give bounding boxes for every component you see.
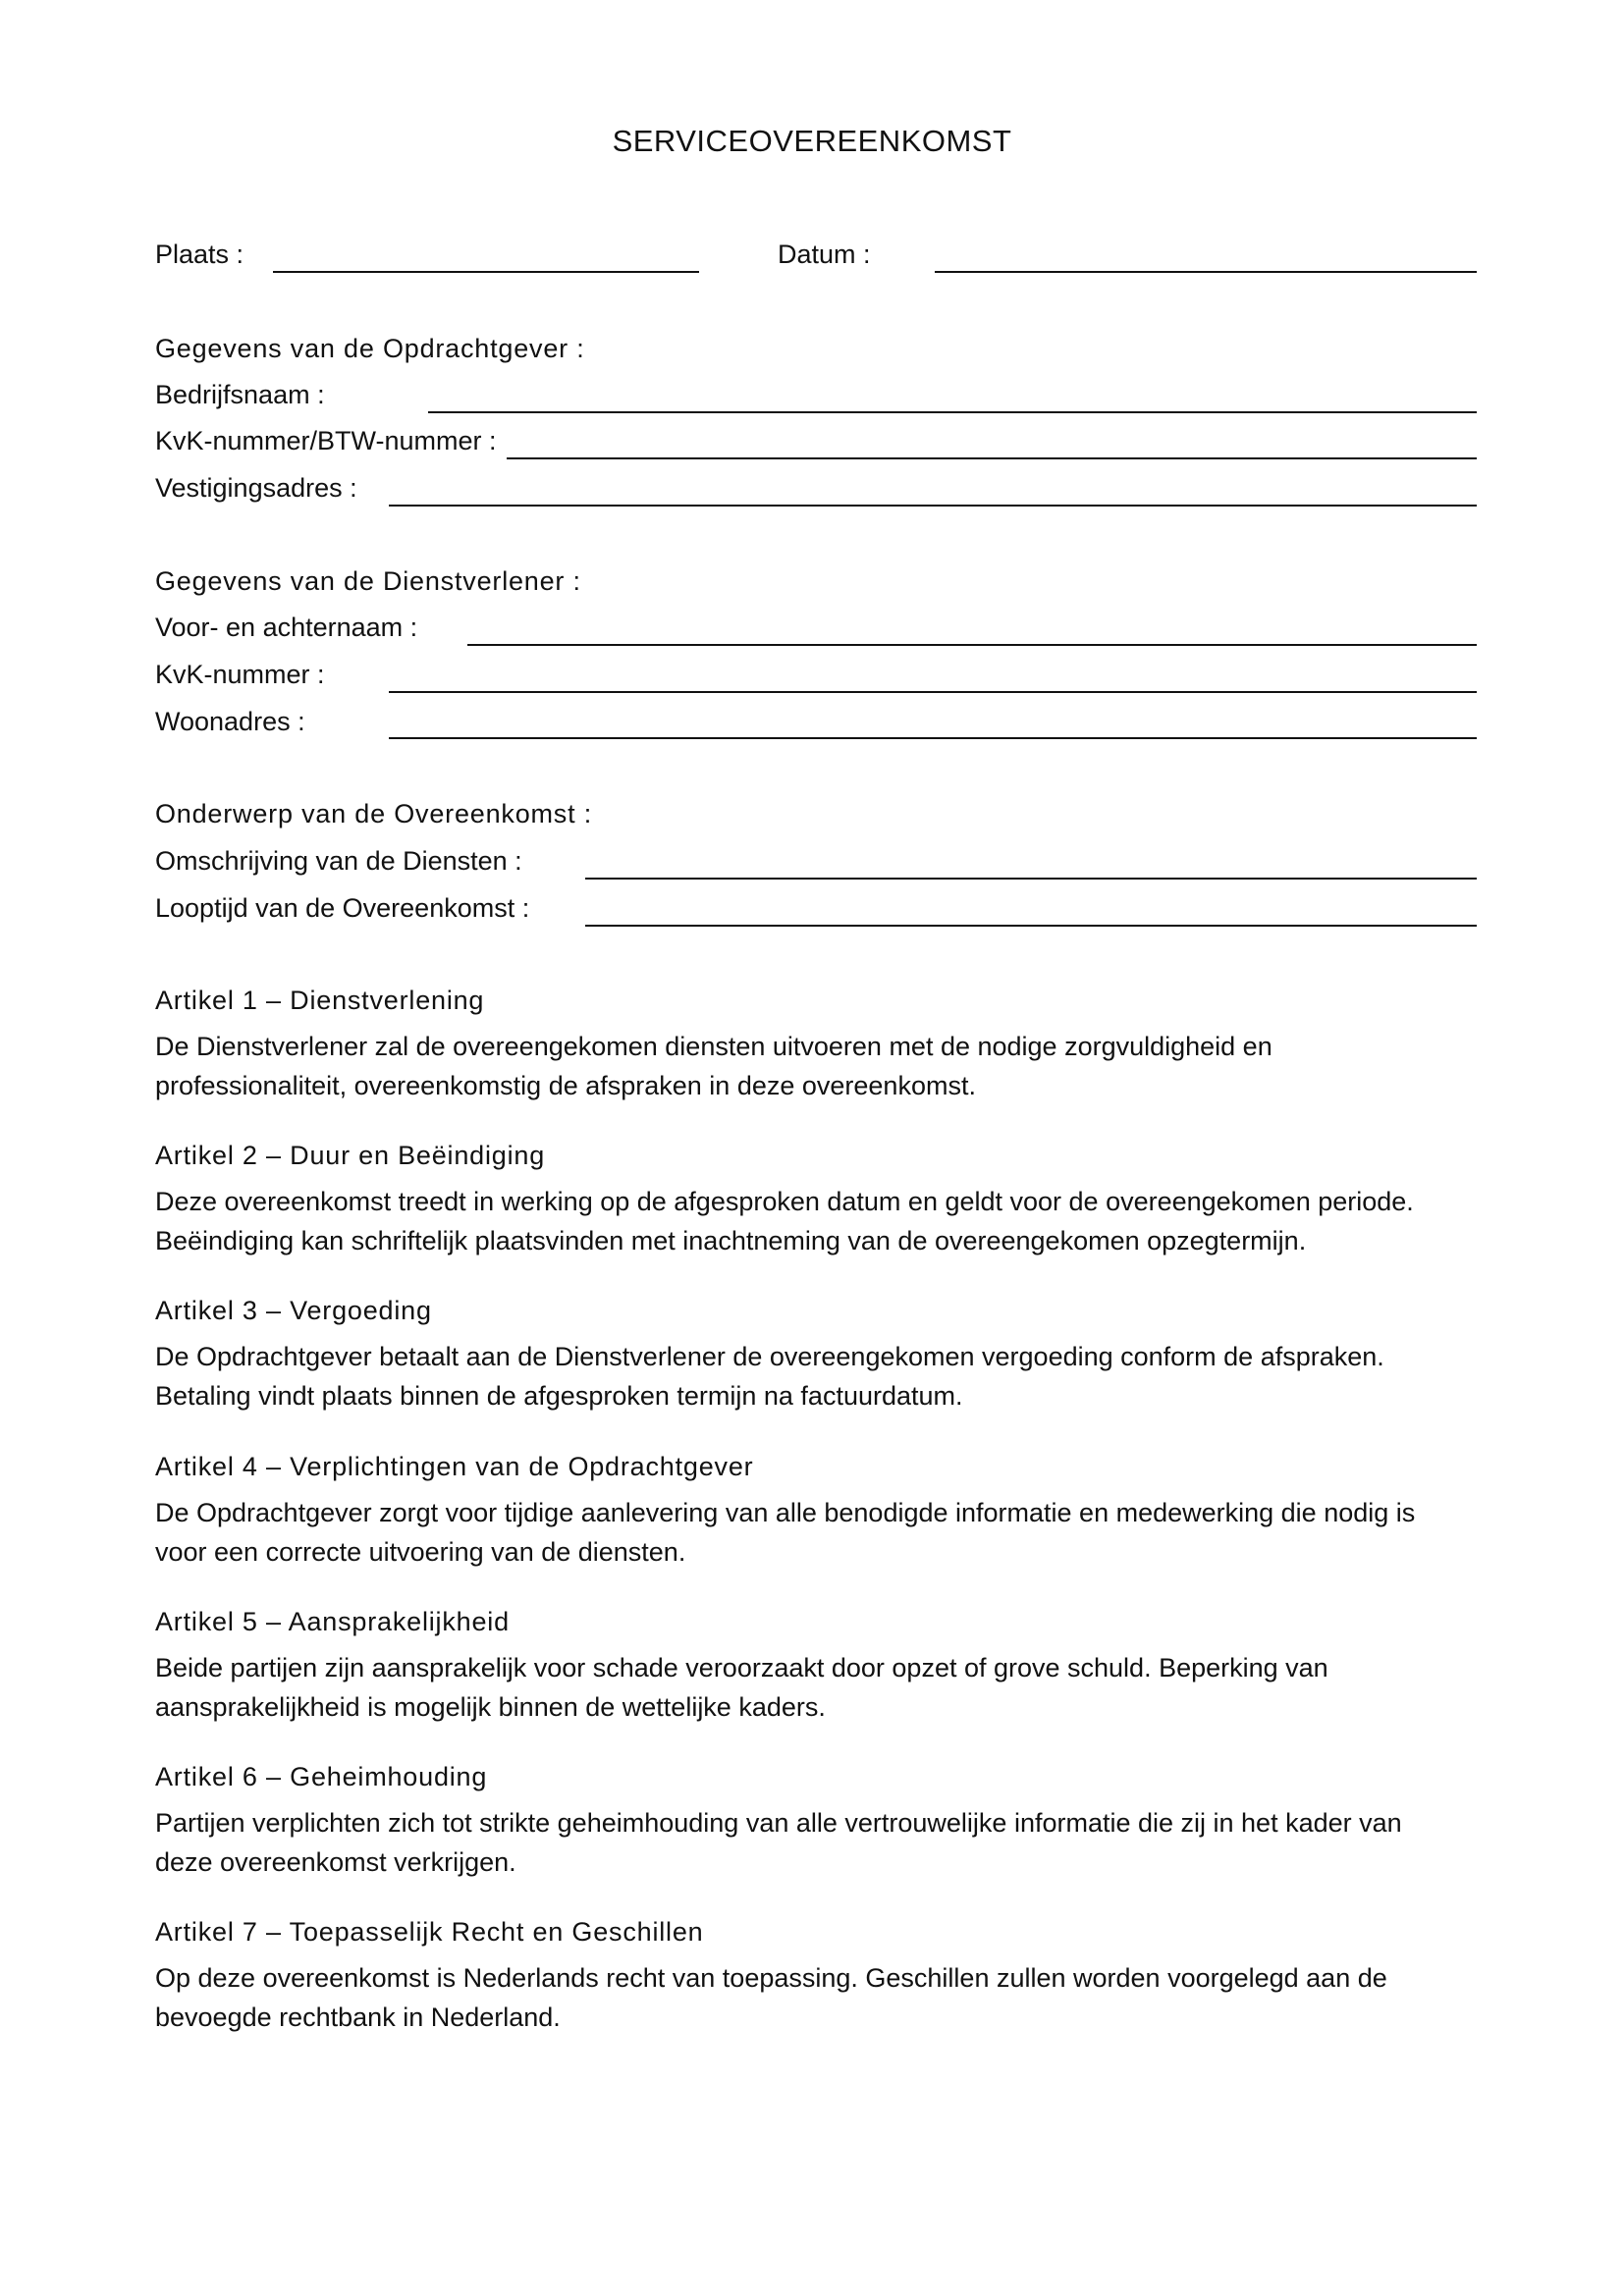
subject-section-heading: Onderwerp van de Overeenkomst : xyxy=(155,799,593,828)
article-5-title: Artikel 5 – Aansprakelijkheid xyxy=(155,1607,510,1636)
article-6-line-1: Partijen verplichten zich tot strikte geheimhouding van alle vertrouwelijke informatie die zij in het kader van xyxy=(155,1808,1402,1838)
coc-field-line[interactable] xyxy=(389,691,1477,693)
article-3-line-1: De Opdrachtgever betaalt aan de Dienstverlener de overeengekomen vergoeding conform de afspraken. xyxy=(155,1342,1384,1371)
article-3-title: Artikel 3 – Vergoeding xyxy=(155,1296,432,1325)
full-name-field-line[interactable] xyxy=(467,644,1477,646)
article-7-line-1: Op deze overeenkomst is Nederlands recht van toepassing. Geschillen zullen worden voorgelegd aan de xyxy=(155,1963,1387,1993)
company-name-label: Bedrijfsnaam : xyxy=(155,380,325,409)
coc-vat-label: KvK-nummer/BTW-nummer : xyxy=(155,426,497,455)
place-field-line[interactable] xyxy=(273,271,699,273)
document-title: SERVICEOVEREENKOMST xyxy=(612,124,1012,158)
article-7-title: Artikel 7 – Toepasselijk Recht en Geschillen xyxy=(155,1917,704,1947)
article-1-body xyxy=(155,1027,1490,1105)
article-1-title: Artikel 1 – Dienstverlening xyxy=(155,986,485,1015)
article-2-line-2: Beëindiging kan schriftelijk plaatsvinden met inachtneming van de overeengekomen opzegtermijn. xyxy=(155,1226,1307,1255)
article-4-line-1: De Opdrachtgever zorgt voor tijdige aanlevering van alle benodigde informatie en medewerking die nodig is xyxy=(155,1498,1416,1527)
coc-label: KvK-nummer : xyxy=(155,660,325,689)
article-5-line-1: Beide partijen zijn aansprakelijk voor schade veroorzaakt door opzet of grove schuld. Beperking van xyxy=(155,1653,1328,1682)
article-2-line-1: Deze overeenkomst treedt in werking op de afgesproken datum en geldt voor de overeengekomen periode. xyxy=(155,1187,1414,1216)
client-section-heading: Gegevens van de Opdrachtgever : xyxy=(155,334,585,363)
services-field-line[interactable] xyxy=(585,878,1477,880)
article-4-title: Artikel 4 – Verplichtingen van de Opdrachtgever xyxy=(155,1452,754,1481)
article-4-line-2: voor een correcte uitvoering van de diensten. xyxy=(155,1537,686,1567)
article-1-line-2: professionaliteit, overeenkomstig de afspraken in deze overeenkomst. xyxy=(155,1071,976,1100)
article-4-body xyxy=(155,1493,1490,1572)
place-label: Plaats : xyxy=(155,240,244,269)
date-field-line[interactable] xyxy=(935,271,1477,273)
coc-vat-field-line[interactable] xyxy=(507,457,1477,459)
home-address-field-line[interactable] xyxy=(389,737,1477,739)
services-label: Omschrijving van de Diensten : xyxy=(155,846,522,876)
article-2-body xyxy=(155,1182,1490,1260)
article-1-line-1: De Dienstverlener zal de overeengekomen diensten uitvoeren met de nodige zorgvuldigheid en xyxy=(155,1032,1272,1061)
article-7-body xyxy=(155,1958,1490,2037)
article-5-line-2: aansprakelijkheid is mogelijk binnen de wettelijke kaders. xyxy=(155,1692,826,1722)
article-6-title: Artikel 6 – Geheimhouding xyxy=(155,1762,488,1791)
company-name-field-line[interactable] xyxy=(428,411,1477,413)
article-2-title: Artikel 2 – Duur en Beëindiging xyxy=(155,1141,546,1170)
article-6-body xyxy=(155,1803,1490,1882)
term-label: Looptijd van de Overeenkomst : xyxy=(155,893,530,923)
provider-section-heading: Gegevens van de Dienstverlener : xyxy=(155,566,581,596)
full-name-label: Voor- en achternaam : xyxy=(155,613,418,642)
article-6-line-2: deze overeenkomst verkrijgen. xyxy=(155,1847,516,1877)
article-5-body xyxy=(155,1648,1490,1727)
address-field-line[interactable] xyxy=(389,505,1477,507)
term-field-line[interactable] xyxy=(585,925,1477,927)
article-7-line-2: bevoegde rechtbank in Nederland. xyxy=(155,2002,561,2032)
address-label: Vestigingsadres : xyxy=(155,473,357,503)
article-3-body xyxy=(155,1337,1490,1415)
home-address-label: Woonadres : xyxy=(155,707,305,736)
date-label: Datum : xyxy=(778,240,871,269)
article-3-line-2: Betaling vindt plaats binnen de afgesproken termijn na factuurdatum. xyxy=(155,1381,963,1411)
